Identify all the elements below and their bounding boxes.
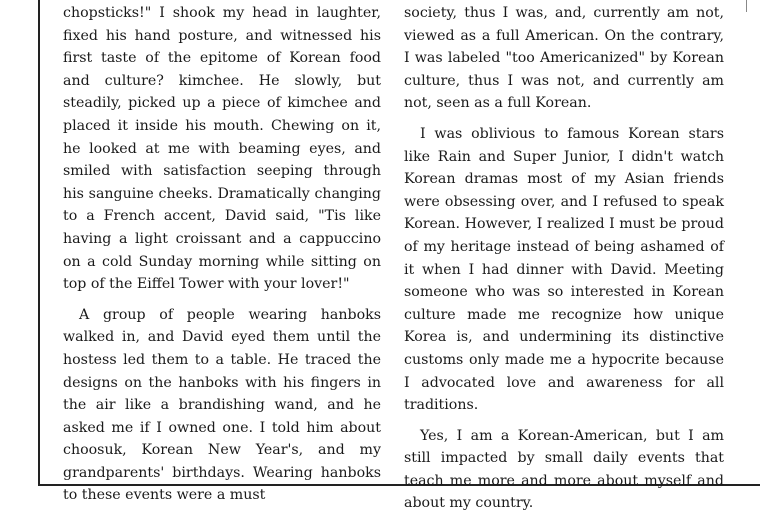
left-paragraph-1: chopsticks!" I shook my head in laughter, fixed his hand posture, and witnessed his first taste of the epitome of Korean food and culture? kimchee. He slowly, but steadily, picked up a piece of kimchee and placed it inside his mouth. Chewing on it, he looked at me with beaming eyes, and smiled with satisfaction seeping through his sanguine cheeks. Dramatically changing to a French accent, David said, "Tis like having a light croissant and a cappuccino on a cold Sunday morning while sitting on top of the Eiffel Tower with your lover!" — [63, 5, 381, 293]
left-paragraph-2: A group of people wearing hanboks walked in, and David eyed them until the hostess led them to a table. He traced the designs on the hanboks with his fingers in the air like a brandishing wand, and he asked me if I owned one. I told him about choosuk, Korean New Year's, and my grandparents' birthdays. Wearing hanboks to these events were a must — [63, 306, 381, 504]
left-text-column — [63, 2, 381, 507]
page-edge-mark — [746, 0, 759, 12]
right-paragraph-3: Yes, I am a Korean-American, but I am still impacted by small daily events that teach me more and more about myself and about my country. — [404, 427, 724, 512]
right-text-column — [404, 2, 724, 515]
right-paragraph-2: I was oblivious to famous Korean stars like Rain and Super Junior, I didn't watch Korean dramas most of my Asian friends were obsessing over, and I refused to speak Korean. However, I realized I must be proud of my heritage instead of being ashamed of it when I had dinner with David. Meeting someone who was so interested in Korean culture made me recognize how unique Korea is, and undermining its distinctive customs only made me a hypocrite because I advocated love and awareness for all traditions. — [404, 125, 724, 414]
left-border-rule — [38, 0, 40, 486]
right-paragraph-1: society, thus I was, and, currently am not, viewed as a full American. On the contrary, I was labeled "too Americanized" by Korean culture, thus I was not, and currently am not, seen as a full Korean. — [404, 5, 724, 112]
